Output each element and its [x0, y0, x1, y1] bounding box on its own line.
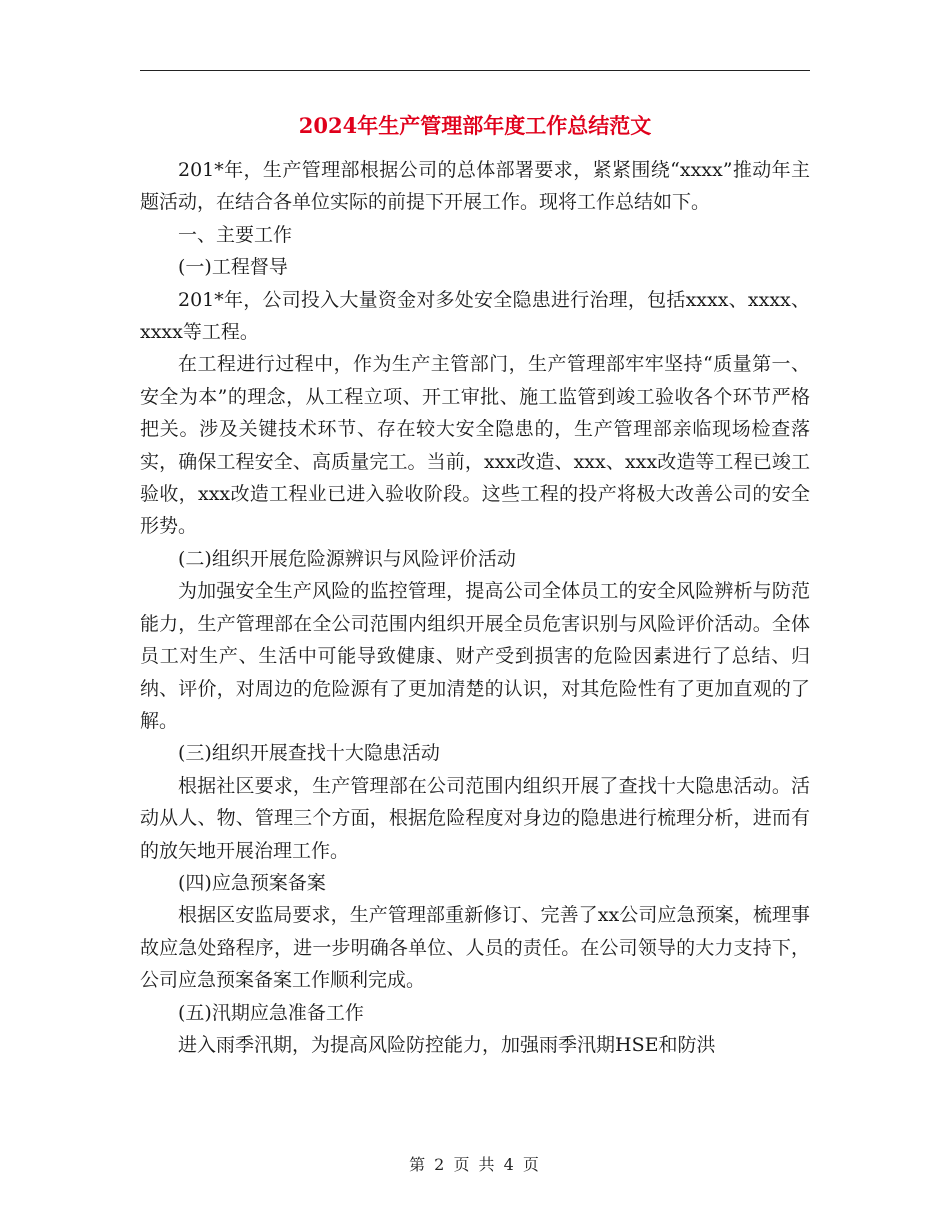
- subheading-hazard-identification: (二)组织开展危险源辨识与风险评价活动: [178, 547, 516, 570]
- paragraph-emergency-plan: 根据区安监局要求，生产管理部重新修订、完善了xx公司应急预案，梳理事故应急处臵程序，进一步明确各单位、人员的责任。在公司领导的大力支持下，公司应急预案备案工作顺利完成。: [140, 904, 810, 992]
- page-footer: 第 2 页 共 4 页: [409, 1155, 541, 1174]
- document-body: [140, 154, 810, 1061]
- paragraph-flood-season: 进入雨季汛期，为提高风险防控能力，加强雨季汛期HSE和防洪: [178, 1033, 716, 1056]
- paragraph-investment: 201*年，公司投入大量资金对多处安全隐患进行治理，包括xxxx、xxxx、xxxx等工程。: [140, 288, 810, 344]
- section-heading-main-work: 一、主要工作: [178, 223, 293, 246]
- subheading-flood-season: (五)汛期应急准备工作: [178, 1001, 364, 1024]
- subheading-ten-hazards: (三)组织开展查找十大隐患活动: [178, 742, 440, 765]
- subheading-emergency-plan: (四)应急预案备案: [178, 871, 326, 894]
- subheading-engineering-supervision: (一)工程督导: [178, 256, 288, 279]
- paragraph-ten-hazards: 根据社区要求，生产管理部在公司范围内组织开展了查找十大隐患活动。活动从人、物、管理三个方面，根据危险程度对身边的隐患进行梳理分析，进而有的放矢地开展治理工作。: [140, 774, 810, 862]
- paragraph-intro: 201*年，生产管理部根据公司的总体部署要求，紧紧围绕“xxxx”推动年主题活动，在结合各单位实际的前提下开展工作。现将工作总结如下。: [140, 159, 810, 214]
- paragraph-engineering-process: 在工程进行过程中，作为生产主管部门，生产管理部牢牢坚持“质量第一、安全为本”的理念，从工程立项、开工审批、施工监管到竣工验收各个环节严格把关。涉及关键技术环节、存在较大安全隐患的，生产管理部亲临现场检查落实，确保工程安全、高质量完工。当前，xxx改造、xxx、xxx改造等工程已竣工验收，xxx改造工程业已进入验收阶段。这些工程的投产将极大改善公司的安全形势。: [140, 353, 810, 538]
- document-title: 2024年生产管理部年度工作总结范文: [298, 113, 652, 138]
- header-rule: [140, 70, 810, 71]
- paragraph-risk-evaluation: 为加强安全生产风险的监控管理，提高公司全体员工的安全风险辨析与防范能力，生产管理部在全公司范围内组织开展全员危害识别与风险评价活动。全体员工对生产、生活中可能导致健康、财产受到损害的危险因素进行了总结、归纳、评价，对周边的危险源有了更加清楚的认识，对其危险性有了更加直观的了解。: [140, 580, 810, 732]
